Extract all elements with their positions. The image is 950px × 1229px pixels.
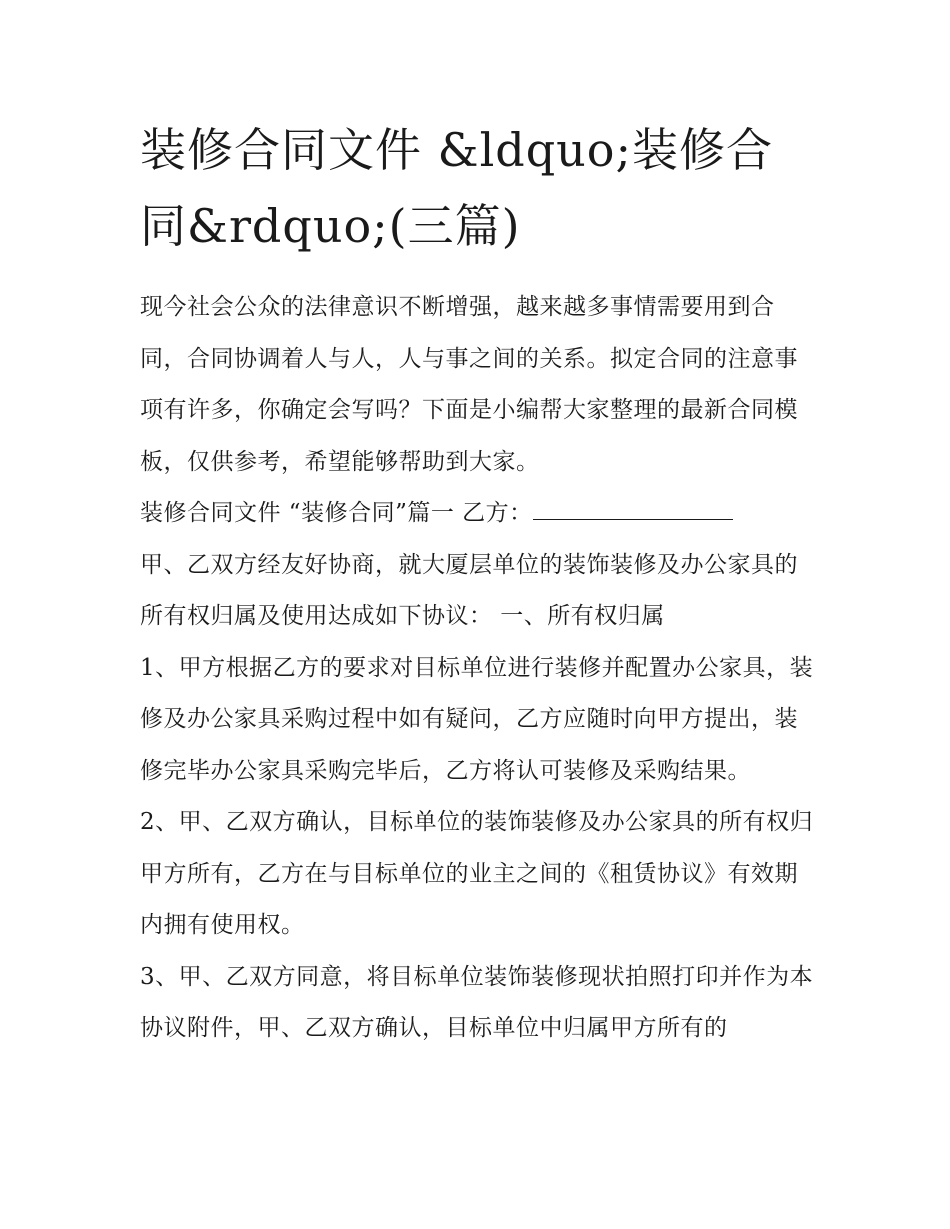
clause-1: 1、甲方根据乙方的要求对目标单位进行装修并配置办公家具，装修及办公家具采购过程中如有疑问，乙方应随时向甲方提出，装修完毕办公家具采购完毕后，乙方将认可装修及采购结果。 <box>140 654 814 784</box>
clause-2: 2、甲、乙双方确认，目标单位的装饰装修及办公家具的所有权归甲方所有，乙方在与目标单位的业主之间的《租赁协议》有效期内拥有使用权。 <box>140 809 814 938</box>
section-heading <box>140 488 820 540</box>
clause-3: 3、甲、乙双方同意，将目标单位装饰装修现状拍照打印并作为本协议附件，甲、乙双方确认，目标单位中归属甲方所有的 <box>140 963 814 1041</box>
document-page <box>140 112 820 1055</box>
intro-paragraph: 现今社会公众的法律意识不断增强，越来越多事情需要用到合同，合同协调着人与人，人与事之间的关系。拟定合同的注意事项有许多，你确定会写吗？下面是小编帮大家整理的最新合同模板，仅供参考，希望能够帮助到大家。 <box>140 294 798 475</box>
section-heading-text: 装修合同文件 “装修合同”篇一 乙方： <box>140 500 533 526</box>
title-line-2: 同&rdquo;(三篇) <box>140 199 521 253</box>
document-title <box>140 112 820 264</box>
party-b-blank-line <box>533 497 733 520</box>
title-line-1: 装修合同文件 &ldquo;装修合 <box>140 123 773 177</box>
agreement-paragraph: 甲、乙双方经友好协商，就大厦层单位的装饰装修及办公家具的所有权归属及使用达成如下协议： 一、所有权归属 <box>140 551 798 629</box>
